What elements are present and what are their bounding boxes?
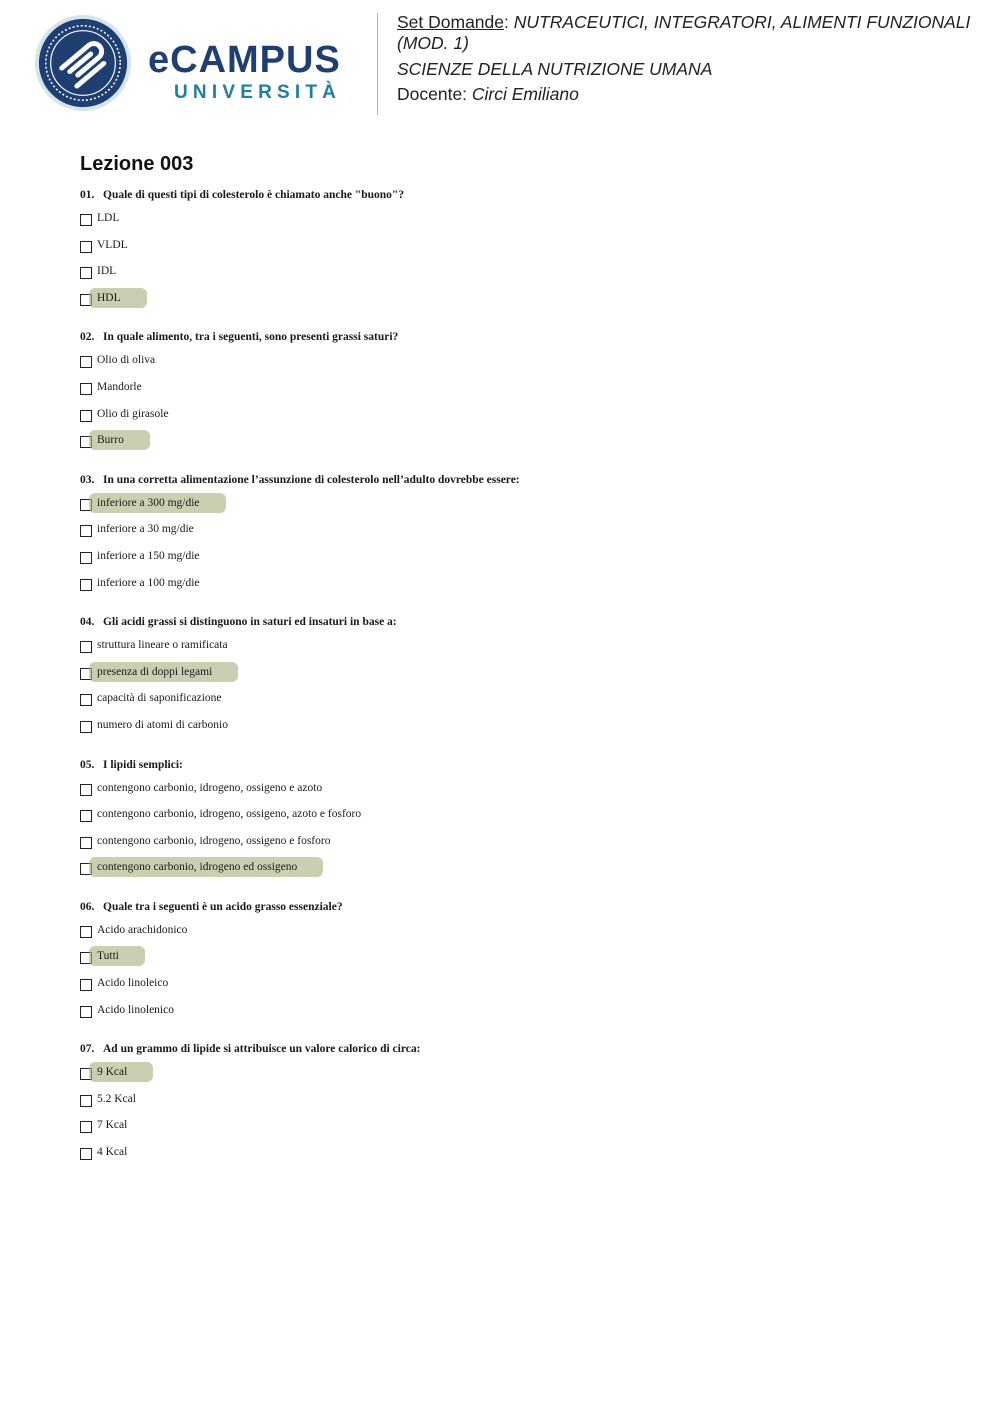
answer-option[interactable] bbox=[80, 658, 960, 685]
question-label: Quale tra i seguenti è un acido grasso essenziale? bbox=[103, 900, 343, 913]
question-block bbox=[80, 1040, 960, 1164]
question-number: 05. bbox=[80, 758, 95, 771]
answer-option[interactable] bbox=[80, 684, 960, 711]
answer-option[interactable] bbox=[80, 373, 960, 400]
answer-checkbox[interactable] bbox=[80, 837, 92, 849]
question-block bbox=[80, 186, 960, 310]
answer-option[interactable] bbox=[80, 711, 960, 738]
answer-label: inferiore a 150 mg/die bbox=[97, 549, 200, 562]
answer-option[interactable] bbox=[80, 515, 960, 542]
answer-option[interactable] bbox=[80, 853, 960, 880]
answer-option[interactable] bbox=[80, 942, 960, 969]
answer-label: inferiore a 30 mg/die bbox=[97, 523, 194, 536]
answer-label: 7 Kcal bbox=[97, 1119, 128, 1132]
answer-label: Mandorle bbox=[97, 380, 142, 393]
answer-checkbox[interactable] bbox=[80, 499, 92, 511]
answer-label-highlighted: 9 Kcal bbox=[97, 1062, 153, 1082]
answer-label: inferiore a 100 mg/die bbox=[97, 576, 200, 589]
answer-checkbox[interactable] bbox=[80, 383, 92, 395]
answer-label: Olio di girasole bbox=[97, 407, 169, 420]
answer-option[interactable] bbox=[80, 631, 960, 658]
answer-option[interactable] bbox=[80, 489, 960, 516]
answer-option[interactable] bbox=[80, 569, 960, 596]
answer-option[interactable] bbox=[80, 204, 960, 231]
answer-checkbox[interactable] bbox=[80, 1148, 92, 1160]
question-text bbox=[80, 898, 960, 916]
answer-label-highlighted: Tutti bbox=[97, 946, 145, 966]
question-label: I lipidi semplici: bbox=[103, 758, 183, 771]
set-separator: : bbox=[504, 12, 514, 32]
answer-label: struttura lineare o ramificata bbox=[97, 639, 228, 652]
answer-label: Olio di oliva bbox=[97, 354, 156, 367]
question-text bbox=[80, 186, 960, 204]
docente-line bbox=[397, 84, 977, 105]
answer-checkbox[interactable] bbox=[80, 668, 92, 680]
question-label: Ad un grammo di lipide si attribuisce un valore calorico di circa: bbox=[103, 1043, 421, 1056]
question-label: Quale di questi tipi di colesterolo è chiamato anche "buono"? bbox=[103, 189, 405, 201]
question-text bbox=[80, 328, 960, 346]
question-block bbox=[80, 471, 960, 595]
question-label: In una corretta alimentazione l’assunzione di colesterolo nell’adulto dovrebbe essere: bbox=[103, 473, 520, 486]
brand-subtitle: UNIVERSITÀ bbox=[174, 82, 342, 103]
answer-checkbox[interactable] bbox=[80, 356, 92, 368]
answer-label: Acido linoleico bbox=[97, 977, 169, 990]
answer-checkbox[interactable] bbox=[80, 525, 92, 537]
course-name: SCIENZE DELLA NUTRIZIONE UMANA bbox=[397, 59, 713, 79]
answer-checkbox[interactable] bbox=[80, 579, 92, 591]
answer-checkbox[interactable] bbox=[80, 267, 92, 279]
question-text bbox=[80, 756, 960, 774]
answer-option[interactable] bbox=[80, 1111, 960, 1138]
question-number: 07. bbox=[80, 1043, 95, 1056]
answer-label-highlighted: presenza di doppi legami bbox=[97, 662, 238, 682]
question-number: 03. bbox=[80, 473, 95, 486]
answer-checkbox[interactable] bbox=[80, 241, 92, 253]
question-label: Gli acidi grassi si distinguono in saturi ed insaturi in base a: bbox=[103, 616, 397, 629]
answer-option[interactable] bbox=[80, 996, 960, 1023]
answer-label: Acido arachidonico bbox=[97, 923, 188, 936]
answer-option[interactable] bbox=[80, 774, 960, 801]
answer-checkbox[interactable] bbox=[80, 552, 92, 564]
answer-checkbox[interactable] bbox=[80, 979, 92, 991]
header-divider bbox=[377, 13, 378, 115]
set-title: NUTRACEUTICI, INTEGRATORI, ALIMENTI FUNZIONALI (MOD. 1) bbox=[397, 12, 971, 53]
answer-checkbox[interactable] bbox=[80, 641, 92, 653]
question-block bbox=[80, 613, 960, 737]
answer-checkbox[interactable] bbox=[80, 952, 92, 964]
lesson-title: Lezione 003 bbox=[80, 153, 194, 175]
answer-checkbox[interactable] bbox=[80, 294, 92, 306]
answer-option[interactable] bbox=[80, 542, 960, 569]
answer-checkbox[interactable] bbox=[80, 810, 92, 822]
question-list bbox=[80, 186, 960, 1183]
answer-option[interactable] bbox=[80, 1058, 960, 1085]
question-number: 06. bbox=[80, 900, 95, 913]
answer-checkbox[interactable] bbox=[80, 410, 92, 422]
answer-checkbox[interactable] bbox=[80, 863, 92, 875]
answer-option[interactable] bbox=[80, 346, 960, 373]
question-text bbox=[80, 471, 960, 489]
question-block bbox=[80, 756, 960, 880]
answer-option[interactable] bbox=[80, 1138, 960, 1165]
answer-option[interactable] bbox=[80, 284, 960, 311]
document-header bbox=[0, 0, 1000, 130]
answer-checkbox[interactable] bbox=[80, 1068, 92, 1080]
answer-label-highlighted: Burro bbox=[97, 430, 150, 450]
answer-label: IDL bbox=[97, 265, 117, 278]
answer-checkbox[interactable] bbox=[80, 1095, 92, 1107]
answer-option[interactable] bbox=[80, 1085, 960, 1112]
question-block bbox=[80, 898, 960, 1022]
course-info bbox=[397, 12, 977, 109]
answer-option[interactable] bbox=[80, 400, 960, 427]
answer-option[interactable] bbox=[80, 827, 960, 854]
answer-label-highlighted: inferiore a 300 mg/die bbox=[97, 493, 226, 513]
answer-label: capacità di saponificazione bbox=[97, 692, 222, 705]
brand-name: eCAMPUS bbox=[148, 39, 341, 81]
answer-checkbox[interactable] bbox=[80, 721, 92, 733]
answer-label-highlighted: contengono carbonio, idrogeno ed ossigeno bbox=[97, 857, 323, 877]
ecampus-wordmark bbox=[148, 40, 341, 104]
question-number: 02. bbox=[80, 331, 95, 344]
set-domande-line bbox=[397, 12, 977, 54]
question-label: In quale alimento, tra i seguenti, sono presenti grassi saturi? bbox=[103, 331, 399, 344]
answer-option[interactable] bbox=[80, 257, 960, 284]
answer-checkbox[interactable] bbox=[80, 1006, 92, 1018]
docente-name: Circi Emiliano bbox=[471, 84, 579, 104]
answer-label-highlighted: HDL bbox=[97, 288, 147, 308]
answer-checkbox[interactable] bbox=[80, 784, 92, 796]
question-text bbox=[80, 1040, 960, 1058]
docente-label: Docente: bbox=[397, 84, 472, 104]
question-block bbox=[80, 328, 960, 452]
question-text bbox=[80, 613, 960, 631]
question-number: 04. bbox=[80, 616, 95, 629]
answer-option[interactable] bbox=[80, 969, 960, 996]
answer-checkbox[interactable] bbox=[80, 436, 92, 448]
answer-checkbox[interactable] bbox=[80, 214, 92, 226]
answer-option[interactable] bbox=[80, 800, 960, 827]
answer-label: Acido linolenico bbox=[97, 1003, 174, 1016]
answer-label: 4 Kcal bbox=[97, 1146, 128, 1159]
answer-label: VLDL bbox=[97, 238, 128, 251]
question-number: 01. bbox=[80, 189, 95, 201]
answer-label: numero di atomi di carbonio bbox=[97, 718, 228, 731]
ecampus-seal-logo bbox=[34, 14, 132, 112]
answer-label: contengono carbonio, idrogeno, ossigeno e azoto bbox=[97, 781, 323, 794]
answer-label: 5.2 Kcal bbox=[97, 1092, 136, 1105]
answer-option[interactable] bbox=[80, 426, 960, 453]
answer-label: LDL bbox=[97, 212, 120, 224]
answer-checkbox[interactable] bbox=[80, 926, 92, 938]
answer-option[interactable] bbox=[80, 916, 960, 943]
answer-checkbox[interactable] bbox=[80, 694, 92, 706]
answer-label: contengono carbonio, idrogeno, ossigeno, azoto e fosforo bbox=[97, 808, 362, 821]
answer-option[interactable] bbox=[80, 231, 960, 258]
answer-checkbox[interactable] bbox=[80, 1121, 92, 1133]
set-label: Set Domande bbox=[397, 12, 505, 32]
answer-label: contengono carbonio, idrogeno, ossigeno e fosforo bbox=[97, 834, 331, 847]
